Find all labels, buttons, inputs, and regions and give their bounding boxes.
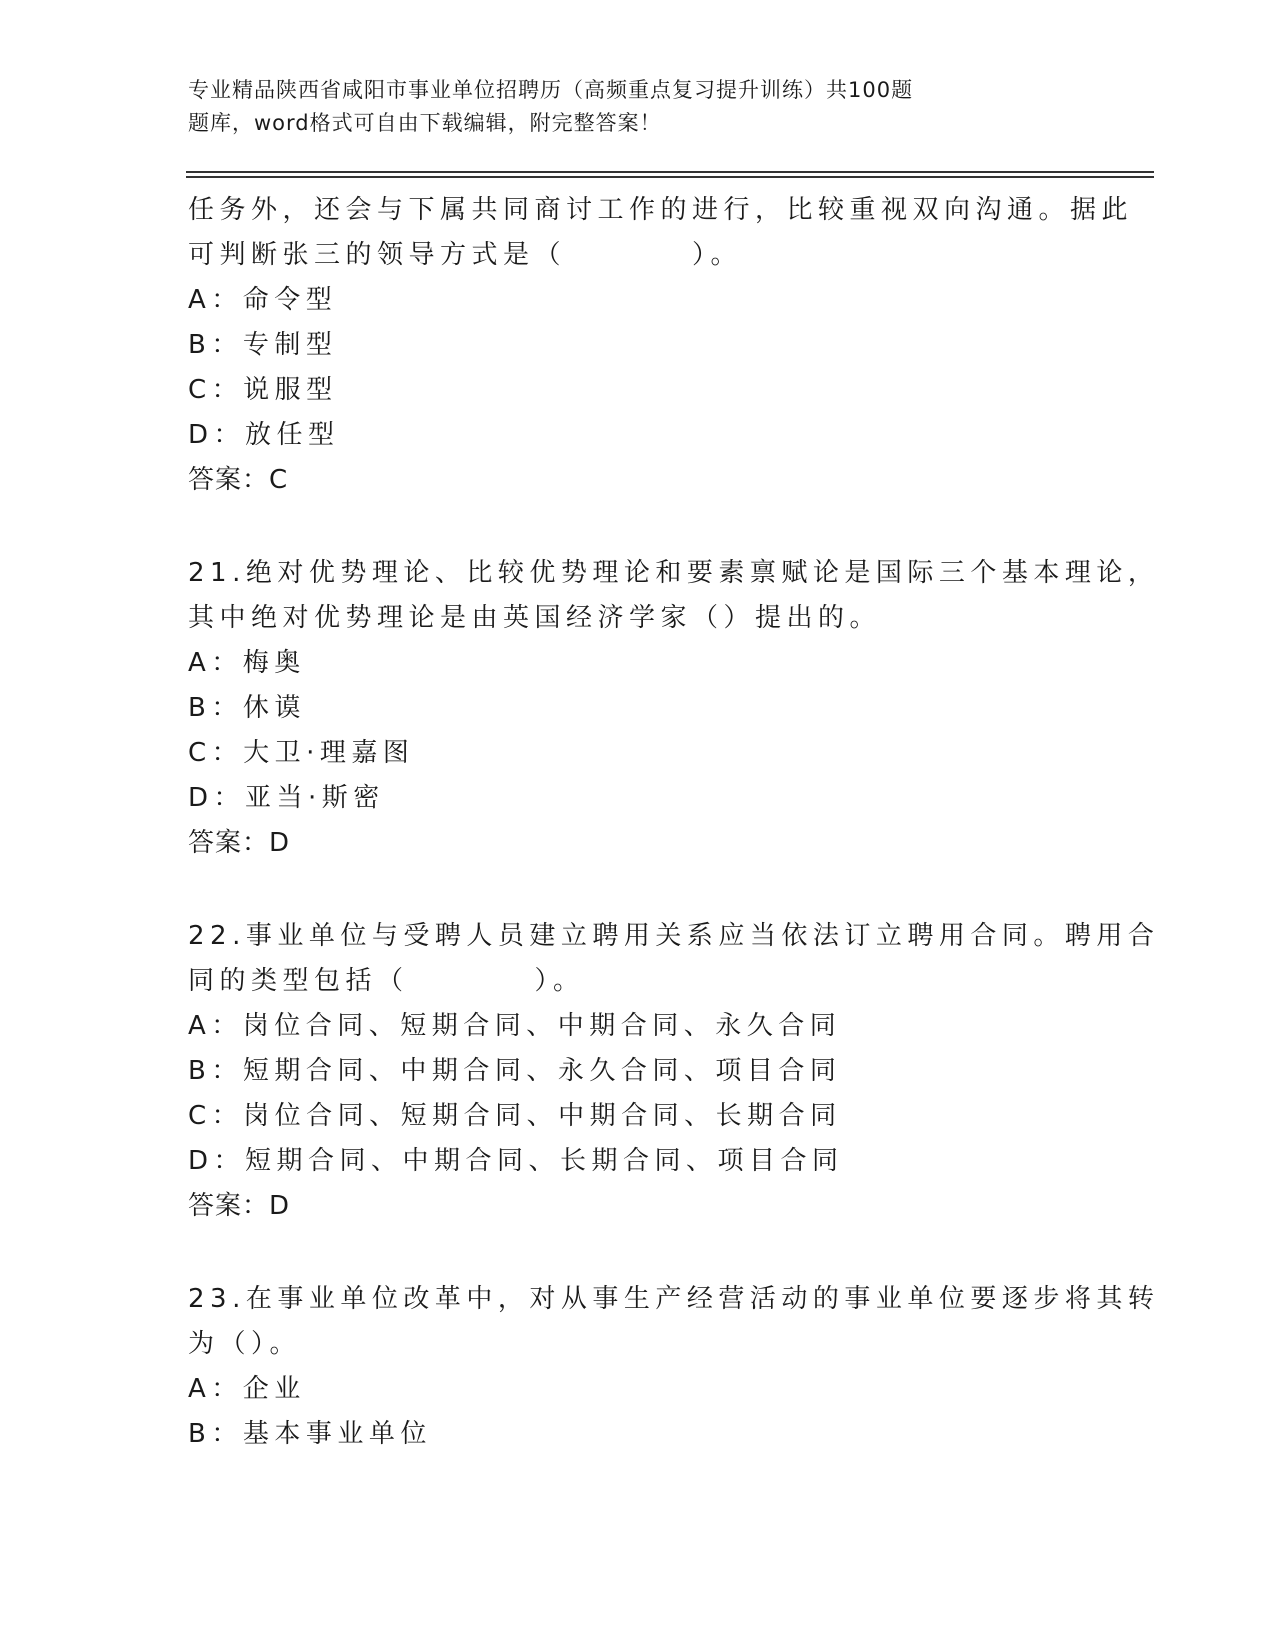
question-list — [188, 188, 1160, 1457]
option-d: D：放任型 — [188, 420, 340, 450]
header-line-1: 专业精品陕西省咸阳市事业单位招聘历（高频重点复习提升训练）共100题 — [188, 78, 914, 102]
option-c: C：说服型 — [188, 375, 338, 405]
option-d: D：亚当·斯密 — [188, 783, 385, 813]
answer: 答案：C — [188, 465, 289, 495]
answer: 答案：D — [188, 828, 291, 858]
question-20-continued — [188, 188, 1134, 503]
option-b: B：专制型 — [188, 330, 338, 360]
document-header — [188, 74, 1068, 140]
question-23 — [188, 1277, 1160, 1457]
question-text-line: 22.事业单位与受聘人员建立聘用关系应当依法订立聘用合同。聘用合 — [188, 921, 1160, 951]
question-text-line: 任务外，还会与下属共同商讨工作的进行，比较重视双向沟通。据此 — [188, 195, 1134, 225]
question-text-line: 23.在事业单位改革中，对从事生产经营活动的事业单位要逐步将其转 — [188, 1284, 1160, 1314]
question-21 — [188, 551, 1160, 866]
option-c: C：大卫·理嘉图 — [188, 738, 415, 768]
option-b: B：休谟 — [188, 693, 306, 723]
question-text-line: 同的类型包括（ ）。 — [188, 966, 585, 996]
question-22 — [188, 914, 1160, 1229]
question-text-line: 其中绝对优势理论是由英国经济学家（）提出的。 — [188, 603, 882, 633]
option-a: A：命令型 — [188, 285, 338, 315]
question-text-line: 可判断张三的领导方式是（ ）。 — [188, 240, 743, 270]
option-d: D：短期合同、中期合同、长期合同、项目合同 — [188, 1146, 844, 1176]
option-b: B：短期合同、中期合同、永久合同、项目合同 — [188, 1056, 842, 1086]
option-a: A：企业 — [188, 1374, 306, 1404]
header-rule-bottom — [186, 176, 1154, 178]
header-rule-top — [186, 171, 1154, 173]
option-a: A：岗位合同、短期合同、中期合同、永久合同 — [188, 1011, 842, 1041]
question-text-line: 21.绝对优势理论、比较优势理论和要素禀赋论是国际三个基本理论， — [188, 558, 1160, 588]
option-c: C：岗位合同、短期合同、中期合同、长期合同 — [188, 1101, 842, 1131]
option-b: B：基本事业单位 — [188, 1419, 432, 1449]
option-a: A：梅奥 — [188, 648, 306, 678]
question-text-line: 为（）。 — [188, 1329, 302, 1359]
answer: 答案：D — [188, 1191, 291, 1221]
header-line-2: 题库，word格式可自由下载编辑，附完整答案！ — [188, 111, 662, 135]
